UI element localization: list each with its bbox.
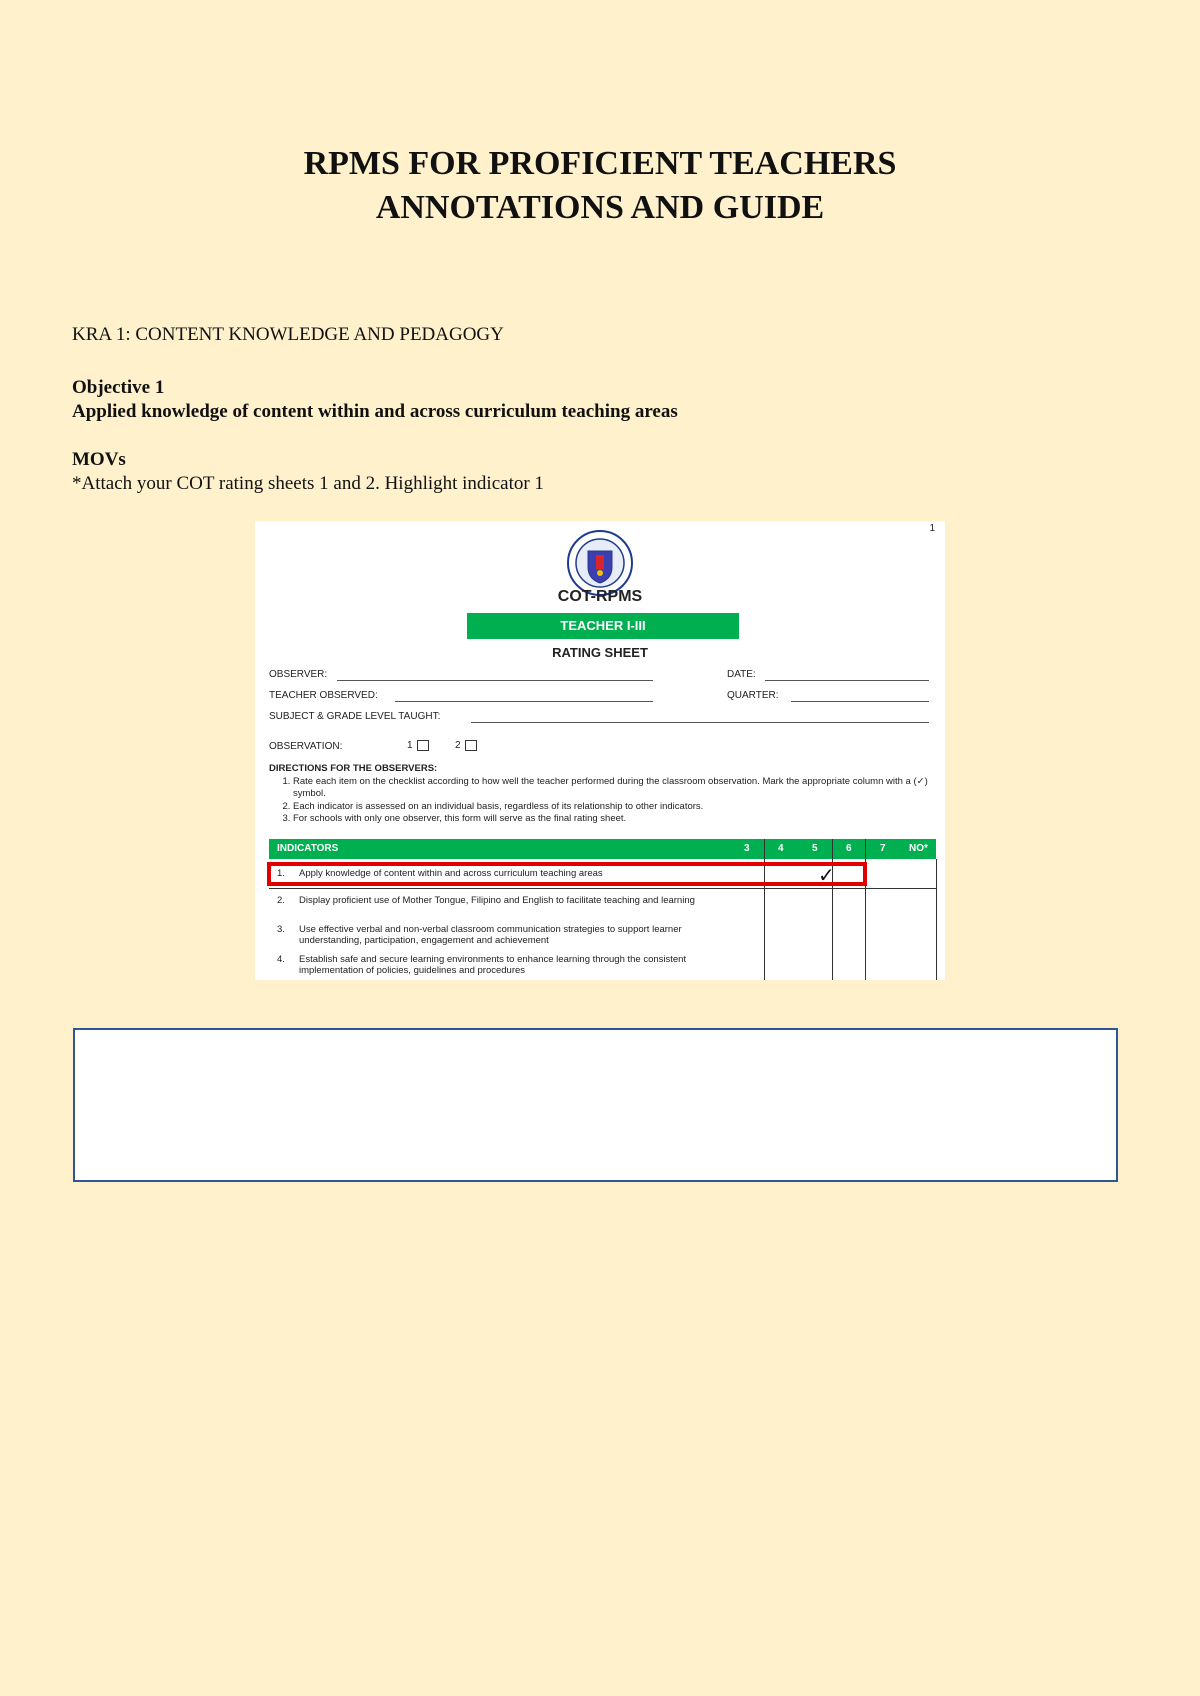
observation-option-1 — [407, 740, 429, 751]
indicators-table-header — [269, 839, 936, 859]
header-col-6: 6 — [846, 843, 852, 854]
objective-label: Objective 1 — [72, 377, 165, 398]
deped-seal-icon — [566, 529, 634, 597]
subject-label: SUBJECT & GRADE LEVEL TAUGHT: — [269, 711, 441, 722]
annotation-text-box[interactable] — [73, 1028, 1118, 1182]
indicator-number: 2. — [277, 895, 285, 906]
highlight-indicator-1 — [267, 862, 867, 886]
indicator-text: Display proficient use of Mother Tongue, Filipino and English to facilitate teaching and learning — [299, 895, 695, 906]
quarter-label: QUARTER: — [727, 690, 779, 701]
kra-heading: KRA 1: CONTENT KNOWLEDGE AND PEDAGOGY — [72, 324, 504, 345]
document-title — [0, 142, 1200, 230]
title-line-1: RPMS FOR PROFICIENT TEACHERS — [303, 145, 897, 182]
cot-rating-sheet-image — [255, 521, 945, 980]
direction-item: 3. For schools with only one observer, this form will serve as the final rating sheet. — [293, 813, 929, 826]
date-line — [765, 680, 929, 681]
direction-item: 1. Rate each item on the checklist according to how well the teacher performed during the classroom observation. Mark the appropriate column with a (✓) symbol. — [293, 776, 929, 801]
indicator-text: Apply knowledge of content within and across curriculum teaching areas — [299, 868, 603, 879]
directions — [269, 763, 929, 826]
checkbox-icon — [417, 740, 429, 751]
title-line-2: ANNOTATIONS AND GUIDE — [375, 189, 825, 226]
teacher-band: TEACHER I-III — [467, 613, 739, 639]
sheet-title: COT-RPMS — [557, 588, 643, 605]
header-col-7: 7 — [880, 843, 886, 854]
header-col-5: 5 — [812, 843, 818, 854]
observer-label: OBSERVER: — [269, 669, 328, 680]
observation-label: OBSERVATION: — [269, 741, 343, 752]
indicator-number: 3. — [277, 924, 285, 935]
table-row-divider — [269, 888, 936, 889]
sheet-page-number: 1 — [929, 523, 935, 534]
check-mark-icon: ✓ — [818, 865, 835, 887]
movs-text: *Attach your COT rating sheets 1 and 2. Highlight indicator 1 — [72, 473, 544, 494]
date-label: DATE: — [727, 669, 756, 680]
observer-line — [337, 680, 653, 681]
subject-line — [471, 722, 929, 723]
objective-text: Applied knowledge of content within and across curriculum teaching areas — [72, 401, 678, 422]
observation-option-2 — [455, 740, 477, 751]
directions-heading: DIRECTIONS FOR THE OBSERVERS: — [269, 763, 438, 774]
observation-option-1-label: 1 — [407, 740, 413, 752]
objective-block — [72, 376, 678, 424]
indicator-number: 1. — [277, 868, 285, 879]
header-indicators: INDICATORS — [277, 843, 339, 854]
table-col-divider — [832, 839, 833, 980]
table-col-divider — [764, 839, 765, 980]
header-col-no: NO* — [909, 843, 928, 854]
indicator-text: Use effective verbal and non-verbal classroom communication strategies to support learner understanding, participation, engagement and achievement — [299, 924, 682, 946]
header-col-4: 4 — [778, 843, 784, 854]
table-col-divider — [936, 859, 937, 980]
indicator-number: 4. — [277, 954, 285, 965]
table-col-divider — [865, 839, 866, 980]
direction-item: 2. Each indicator is assessed on an individual basis, regardless of its relationship to other indicators. — [293, 801, 929, 814]
teacher-observed-label: TEACHER OBSERVED: — [269, 690, 378, 701]
movs-block — [72, 448, 544, 496]
checkbox-icon — [465, 740, 477, 751]
quarter-line — [791, 701, 929, 702]
movs-label: MOVs — [72, 449, 126, 470]
indicator-text: Establish safe and secure learning environments to enhance learning through the consistent implementation of policies, guidelines and procedures — [299, 954, 687, 976]
observation-option-2-label: 2 — [455, 740, 461, 752]
teacher-observed-line — [395, 701, 653, 702]
header-col-3: 3 — [744, 843, 750, 854]
sheet-subtitle: RATING SHEET — [552, 645, 648, 660]
